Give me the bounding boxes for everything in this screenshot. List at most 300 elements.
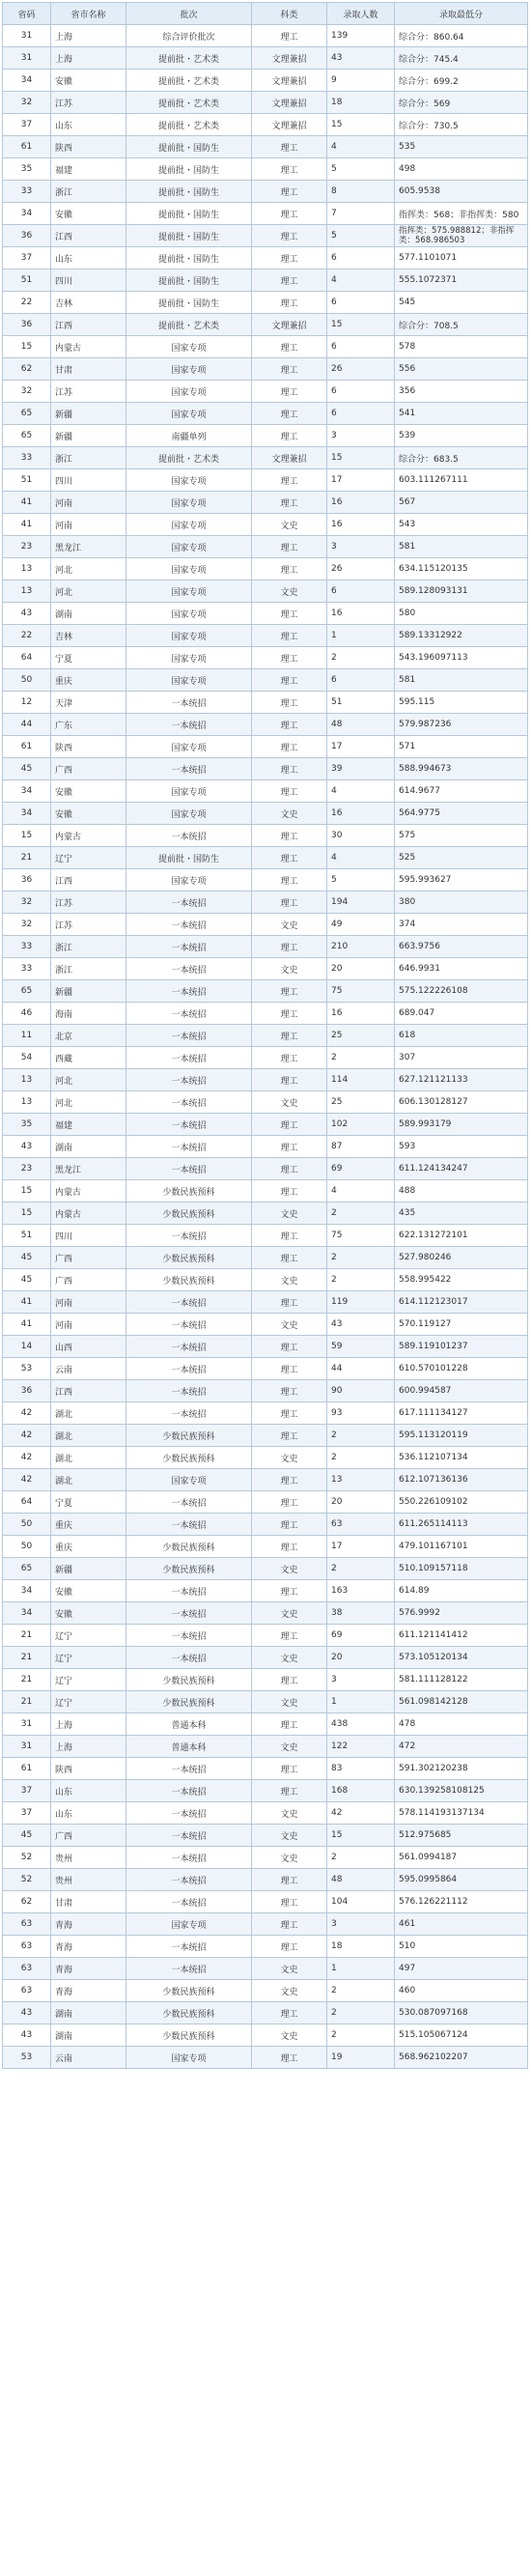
subject-cell: 理工 <box>252 1291 327 1314</box>
min-score-cell: 515.105067124 <box>395 2024 528 2047</box>
admitted-count-cell: 83 <box>327 1758 395 1780</box>
admitted-count-cell: 2 <box>327 1047 395 1069</box>
province-name-cell: 安徽 <box>51 70 126 92</box>
province-name-cell: 江苏 <box>51 914 126 936</box>
header-province-name: 省市名称 <box>51 3 126 25</box>
subject-cell: 文理兼招 <box>252 447 327 469</box>
table-row <box>3 1158 528 1180</box>
province-name-cell: 江苏 <box>51 892 126 914</box>
batch-cell: 国家专项 <box>126 580 252 603</box>
admitted-count-cell: 18 <box>327 92 395 114</box>
province-name-cell: 江西 <box>51 1380 126 1402</box>
subject-cell: 理工 <box>252 1025 327 1047</box>
table-row <box>3 1780 528 1802</box>
table-row <box>3 314 528 336</box>
table-row <box>3 47 528 70</box>
min-score-cell: 663.9756 <box>395 936 528 958</box>
subject-cell: 理工 <box>252 714 327 736</box>
province-name-cell: 辽宁 <box>51 1669 126 1691</box>
province-code-cell: 43 <box>3 1136 51 1158</box>
min-score-cell: 567 <box>395 492 528 514</box>
table-row <box>3 558 528 580</box>
batch-cell: 少数民族预科 <box>126 1425 252 1447</box>
province-name-cell: 广东 <box>51 714 126 736</box>
subject-cell: 理工 <box>252 536 327 558</box>
table-row <box>3 1047 528 1069</box>
province-name-cell: 山东 <box>51 247 126 269</box>
province-code-cell: 64 <box>3 647 51 669</box>
table-row <box>3 803 528 825</box>
subject-cell: 理工 <box>252 1669 327 1691</box>
admitted-count-cell: 19 <box>327 2047 395 2069</box>
table-row <box>3 1203 528 1225</box>
batch-cell: 一本统招 <box>126 1402 252 1425</box>
batch-cell: 一本统招 <box>126 1314 252 1336</box>
province-code-cell: 31 <box>3 1736 51 1758</box>
table-row <box>3 1802 528 1825</box>
subject-cell: 文史 <box>252 1980 327 2002</box>
batch-cell: 提前批・艺术类 <box>126 47 252 70</box>
admitted-count-cell: 2 <box>327 1269 395 1291</box>
admitted-count-cell: 13 <box>327 1469 395 1491</box>
table-row <box>3 1825 528 1847</box>
province-code-cell: 15 <box>3 336 51 358</box>
subject-cell: 理工 <box>252 269 327 292</box>
batch-cell: 国家专项 <box>126 669 252 692</box>
province-code-cell: 61 <box>3 736 51 758</box>
batch-cell: 一本统招 <box>126 1514 252 1536</box>
min-score-cell: 595.0995864 <box>395 1869 528 1891</box>
batch-cell: 一本统招 <box>126 936 252 958</box>
province-code-cell: 37 <box>3 114 51 136</box>
table-row <box>3 692 528 714</box>
batch-cell: 国家专项 <box>126 358 252 381</box>
batch-cell: 一本统招 <box>126 1580 252 1602</box>
admitted-count-cell: 3 <box>327 425 395 447</box>
batch-cell: 一本统招 <box>126 1336 252 1358</box>
header-province-code: 省码 <box>3 3 51 25</box>
subject-cell: 理工 <box>252 892 327 914</box>
province-code-cell: 42 <box>3 1402 51 1425</box>
batch-cell: 一本统招 <box>126 1358 252 1380</box>
province-name-cell: 安徽 <box>51 203 126 225</box>
table-row <box>3 1225 528 1247</box>
batch-cell: 国家专项 <box>126 1913 252 1936</box>
batch-cell: 少数民族预科 <box>126 1269 252 1291</box>
min-score-cell: 550.226109102 <box>395 1491 528 1514</box>
subject-cell: 理工 <box>252 1180 327 1203</box>
table-row <box>3 492 528 514</box>
province-code-cell: 37 <box>3 1780 51 1802</box>
table-row <box>3 136 528 158</box>
province-name-cell: 重庆 <box>51 669 126 692</box>
batch-cell: 提前批・艺术类 <box>126 114 252 136</box>
admitted-count-cell: 7 <box>327 203 395 225</box>
admitted-count-cell: 210 <box>327 936 395 958</box>
min-score-cell: 589.128093131 <box>395 580 528 603</box>
subject-cell: 理工 <box>252 980 327 1003</box>
min-score-cell: 479.101167101 <box>395 1536 528 1558</box>
province-code-cell: 36 <box>3 1380 51 1402</box>
province-name-cell: 重庆 <box>51 1536 126 1558</box>
min-score-cell: 561.098142128 <box>395 1691 528 1713</box>
table-row <box>3 225 528 247</box>
table-row <box>3 2002 528 2024</box>
province-code-cell: 63 <box>3 1958 51 1980</box>
province-code-cell: 11 <box>3 1025 51 1047</box>
admitted-count-cell: 3 <box>327 1913 395 1936</box>
min-score-cell: 指挥类：575.988812；非指挥类：568.986503 <box>395 225 528 247</box>
subject-cell: 理工 <box>252 292 327 314</box>
province-code-cell: 65 <box>3 980 51 1003</box>
batch-cell: 一本统招 <box>126 980 252 1003</box>
admitted-count-cell: 69 <box>327 1158 395 1180</box>
table-row <box>3 181 528 203</box>
table-row <box>3 936 528 958</box>
province-name-cell: 湖北 <box>51 1469 126 1491</box>
min-score-cell: 589.13312922 <box>395 625 528 647</box>
table-row <box>3 1491 528 1514</box>
province-code-cell: 36 <box>3 314 51 336</box>
min-score-cell: 558.995422 <box>395 1269 528 1291</box>
batch-cell: 一本统招 <box>126 1225 252 1247</box>
province-code-cell: 35 <box>3 1114 51 1136</box>
batch-cell: 国家专项 <box>126 514 252 536</box>
admission-table-container <box>2 2 527 2069</box>
subject-cell: 理工 <box>252 136 327 158</box>
subject-cell: 理工 <box>252 825 327 847</box>
admitted-count-cell: 42 <box>327 1802 395 1825</box>
subject-cell: 理工 <box>252 1380 327 1402</box>
province-code-cell: 51 <box>3 269 51 292</box>
admitted-count-cell: 8 <box>327 181 395 203</box>
province-name-cell: 浙江 <box>51 181 126 203</box>
batch-cell: 少数民族预科 <box>126 1669 252 1691</box>
batch-cell: 提前批・国防生 <box>126 203 252 225</box>
batch-cell: 一本统招 <box>126 1380 252 1402</box>
table-row <box>3 381 528 403</box>
batch-cell: 一本统招 <box>126 1602 252 1625</box>
province-code-cell: 50 <box>3 1536 51 1558</box>
batch-cell: 国家专项 <box>126 336 252 358</box>
min-score-cell: 612.107136136 <box>395 1469 528 1491</box>
batch-cell: 提前批・国防生 <box>126 292 252 314</box>
min-score-cell: 595.115 <box>395 692 528 714</box>
province-name-cell: 青海 <box>51 1958 126 1980</box>
table-row <box>3 2024 528 2047</box>
admitted-count-cell: 2 <box>327 1447 395 1469</box>
subject-cell: 文史 <box>252 1091 327 1114</box>
subject-cell: 理工 <box>252 1891 327 1913</box>
min-score-cell: 530.087097168 <box>395 2002 528 2024</box>
subject-cell: 文史 <box>252 1558 327 1580</box>
admitted-count-cell: 1 <box>327 1691 395 1713</box>
province-name-cell: 安徽 <box>51 803 126 825</box>
province-code-cell: 34 <box>3 780 51 803</box>
min-score-cell: 472 <box>395 1736 528 1758</box>
subject-cell: 文史 <box>252 1602 327 1625</box>
admitted-count-cell: 4 <box>327 136 395 158</box>
batch-cell: 国家专项 <box>126 625 252 647</box>
batch-cell: 国家专项 <box>126 558 252 580</box>
min-score-cell: 356 <box>395 381 528 403</box>
min-score-cell: 580 <box>395 603 528 625</box>
province-code-cell: 15 <box>3 825 51 847</box>
batch-cell: 综合评价批次 <box>126 25 252 47</box>
province-name-cell: 山东 <box>51 114 126 136</box>
min-score-cell: 555.1072371 <box>395 269 528 292</box>
batch-cell: 国家专项 <box>126 381 252 403</box>
table-row <box>3 92 528 114</box>
admitted-count-cell: 2 <box>327 1203 395 1225</box>
province-name-cell: 青海 <box>51 1913 126 1936</box>
table-row <box>3 1291 528 1314</box>
province-name-cell: 内蒙古 <box>51 1180 126 1203</box>
min-score-cell: 374 <box>395 914 528 936</box>
min-score-cell: 460 <box>395 1980 528 2002</box>
province-name-cell: 安徽 <box>51 780 126 803</box>
table-row <box>3 1758 528 1780</box>
province-name-cell: 福建 <box>51 1114 126 1136</box>
province-name-cell: 云南 <box>51 2047 126 2069</box>
province-code-cell: 51 <box>3 1225 51 1247</box>
province-code-cell: 51 <box>3 469 51 492</box>
province-name-cell: 辽宁 <box>51 1647 126 1669</box>
min-score-cell: 627.121121133 <box>395 1069 528 1091</box>
subject-cell: 文史 <box>252 1691 327 1713</box>
province-name-cell: 重庆 <box>51 1514 126 1536</box>
admitted-count-cell: 104 <box>327 1891 395 1913</box>
min-score-cell: 618 <box>395 1025 528 1047</box>
admitted-count-cell: 122 <box>327 1736 395 1758</box>
subject-cell: 理工 <box>252 869 327 892</box>
subject-cell: 理工 <box>252 847 327 869</box>
province-code-cell: 13 <box>3 1091 51 1114</box>
province-code-cell: 53 <box>3 2047 51 2069</box>
province-code-cell: 21 <box>3 1625 51 1647</box>
min-score-cell: 527.980246 <box>395 1247 528 1269</box>
province-code-cell: 46 <box>3 1003 51 1025</box>
subject-cell: 理工 <box>252 1514 327 1536</box>
province-code-cell: 32 <box>3 892 51 914</box>
min-score-cell: 478 <box>395 1713 528 1736</box>
admission-score-table <box>2 2 528 2069</box>
province-name-cell: 湖南 <box>51 603 126 625</box>
admitted-count-cell: 26 <box>327 558 395 580</box>
admitted-count-cell: 6 <box>327 247 395 269</box>
table-row <box>3 203 528 225</box>
table-row <box>3 1114 528 1136</box>
subject-cell: 理工 <box>252 669 327 692</box>
admitted-count-cell: 49 <box>327 914 395 936</box>
admitted-count-cell: 2 <box>327 647 395 669</box>
province-code-cell: 45 <box>3 1269 51 1291</box>
province-name-cell: 贵州 <box>51 1869 126 1891</box>
min-score-cell: 581 <box>395 536 528 558</box>
batch-cell: 少数民族预科 <box>126 1247 252 1269</box>
subject-cell: 理工 <box>252 403 327 425</box>
admitted-count-cell: 194 <box>327 892 395 914</box>
admitted-count-cell: 15 <box>327 1825 395 1847</box>
table-row <box>3 2047 528 2069</box>
subject-cell: 理工 <box>252 1491 327 1514</box>
min-score-cell: 570.119127 <box>395 1314 528 1336</box>
batch-cell: 一本统招 <box>126 1625 252 1647</box>
subject-cell: 文理兼招 <box>252 314 327 336</box>
table-row <box>3 1380 528 1402</box>
min-score-cell: 605.9538 <box>395 181 528 203</box>
admitted-count-cell: 20 <box>327 958 395 980</box>
subject-cell: 文史 <box>252 1958 327 1980</box>
table-row <box>3 580 528 603</box>
table-row <box>3 1469 528 1491</box>
province-name-cell: 陕西 <box>51 736 126 758</box>
province-code-cell: 54 <box>3 1047 51 1069</box>
admitted-count-cell: 17 <box>327 469 395 492</box>
province-name-cell: 天津 <box>51 692 126 714</box>
province-name-cell: 新疆 <box>51 425 126 447</box>
subject-cell: 文史 <box>252 1314 327 1336</box>
table-row <box>3 1514 528 1536</box>
table-row <box>3 1003 528 1025</box>
province-name-cell: 河南 <box>51 492 126 514</box>
min-score-cell: 581 <box>395 669 528 692</box>
min-score-cell: 614.112123017 <box>395 1291 528 1314</box>
subject-cell: 理工 <box>252 1780 327 1802</box>
table-row <box>3 780 528 803</box>
table-row <box>3 1736 528 1758</box>
province-code-cell: 52 <box>3 1847 51 1869</box>
province-name-cell: 内蒙古 <box>51 825 126 847</box>
min-score-cell: 614.89 <box>395 1580 528 1602</box>
batch-cell: 一本统招 <box>126 1802 252 1825</box>
min-score-cell: 611.121141412 <box>395 1625 528 1647</box>
table-row <box>3 25 528 47</box>
batch-cell: 普通本科 <box>126 1713 252 1736</box>
table-row <box>3 425 528 447</box>
batch-cell: 提前批・国防生 <box>126 269 252 292</box>
province-name-cell: 新疆 <box>51 980 126 1003</box>
admitted-count-cell: 15 <box>327 447 395 469</box>
subject-cell: 理工 <box>252 1047 327 1069</box>
min-score-cell: 综合分：708.5 <box>395 314 528 336</box>
admitted-count-cell: 2 <box>327 1247 395 1269</box>
subject-cell: 理工 <box>252 558 327 580</box>
province-name-cell: 河南 <box>51 1314 126 1336</box>
admitted-count-cell: 2 <box>327 2002 395 2024</box>
admitted-count-cell: 25 <box>327 1025 395 1047</box>
min-score-cell: 571 <box>395 736 528 758</box>
subject-cell: 文史 <box>252 2024 327 2047</box>
batch-cell: 提前批・艺术类 <box>126 70 252 92</box>
province-code-cell: 50 <box>3 1514 51 1536</box>
province-code-cell: 21 <box>3 1647 51 1669</box>
min-score-cell: 575 <box>395 825 528 847</box>
batch-cell: 国家专项 <box>126 647 252 669</box>
province-code-cell: 15 <box>3 1203 51 1225</box>
subject-cell: 文史 <box>252 1847 327 1869</box>
min-score-cell: 556 <box>395 358 528 381</box>
province-name-cell: 浙江 <box>51 447 126 469</box>
batch-cell: 一本统招 <box>126 1825 252 1847</box>
admitted-count-cell: 17 <box>327 736 395 758</box>
min-score-cell: 510 <box>395 1936 528 1958</box>
subject-cell: 理工 <box>252 336 327 358</box>
province-code-cell: 13 <box>3 1069 51 1091</box>
province-name-cell: 宁夏 <box>51 647 126 669</box>
subject-cell: 理工 <box>252 381 327 403</box>
min-score-cell: 536.112107134 <box>395 1447 528 1469</box>
table-row <box>3 1936 528 1958</box>
batch-cell: 少数民族预科 <box>126 1447 252 1469</box>
min-score-cell: 435 <box>395 1203 528 1225</box>
batch-cell: 一本统招 <box>126 1025 252 1047</box>
subject-cell: 理工 <box>252 1913 327 1936</box>
province-name-cell: 青海 <box>51 1936 126 1958</box>
subject-cell: 理工 <box>252 692 327 714</box>
admitted-count-cell: 3 <box>327 536 395 558</box>
min-score-cell: 595.993627 <box>395 869 528 892</box>
table-row <box>3 1025 528 1047</box>
table-row <box>3 336 528 358</box>
subject-cell: 理工 <box>252 603 327 625</box>
min-score-cell: 综合分：745.4 <box>395 47 528 70</box>
min-score-cell: 575.122226108 <box>395 980 528 1003</box>
table-row <box>3 603 528 625</box>
batch-cell: 少数民族预科 <box>126 1180 252 1203</box>
province-code-cell: 12 <box>3 692 51 714</box>
batch-cell: 一本统招 <box>126 1891 252 1913</box>
table-row <box>3 1358 528 1380</box>
min-score-cell: 630.139258108125 <box>395 1780 528 1802</box>
province-name-cell: 江苏 <box>51 381 126 403</box>
province-name-cell: 陕西 <box>51 136 126 158</box>
min-score-cell: 488 <box>395 1180 528 1203</box>
province-name-cell: 辽宁 <box>51 847 126 869</box>
province-name-cell: 江苏 <box>51 92 126 114</box>
province-code-cell: 13 <box>3 580 51 603</box>
province-code-cell: 42 <box>3 1447 51 1469</box>
table-row <box>3 70 528 92</box>
admitted-count-cell: 2 <box>327 1558 395 1580</box>
province-code-cell: 42 <box>3 1469 51 1491</box>
province-code-cell: 21 <box>3 847 51 869</box>
table-row <box>3 1180 528 1203</box>
province-code-cell: 34 <box>3 1602 51 1625</box>
batch-cell: 普通本科 <box>126 1736 252 1758</box>
min-score-cell: 578.114193137134 <box>395 1802 528 1825</box>
admitted-count-cell: 51 <box>327 692 395 714</box>
province-code-cell: 36 <box>3 225 51 247</box>
province-name-cell: 湖北 <box>51 1425 126 1447</box>
province-code-cell: 45 <box>3 758 51 780</box>
province-name-cell: 福建 <box>51 158 126 181</box>
min-score-cell: 543.196097113 <box>395 647 528 669</box>
admitted-count-cell: 20 <box>327 1491 395 1514</box>
province-name-cell: 河北 <box>51 580 126 603</box>
table-row <box>3 1980 528 2002</box>
batch-cell: 提前批・国防生 <box>126 136 252 158</box>
province-code-cell: 65 <box>3 425 51 447</box>
batch-cell: 一本统招 <box>126 1780 252 1802</box>
admitted-count-cell: 75 <box>327 1225 395 1247</box>
subject-cell: 理工 <box>252 1402 327 1425</box>
table-row <box>3 1847 528 1869</box>
province-name-cell: 吉林 <box>51 292 126 314</box>
province-name-cell: 海南 <box>51 1003 126 1025</box>
province-code-cell: 63 <box>3 1913 51 1936</box>
admitted-count-cell: 2 <box>327 1425 395 1447</box>
